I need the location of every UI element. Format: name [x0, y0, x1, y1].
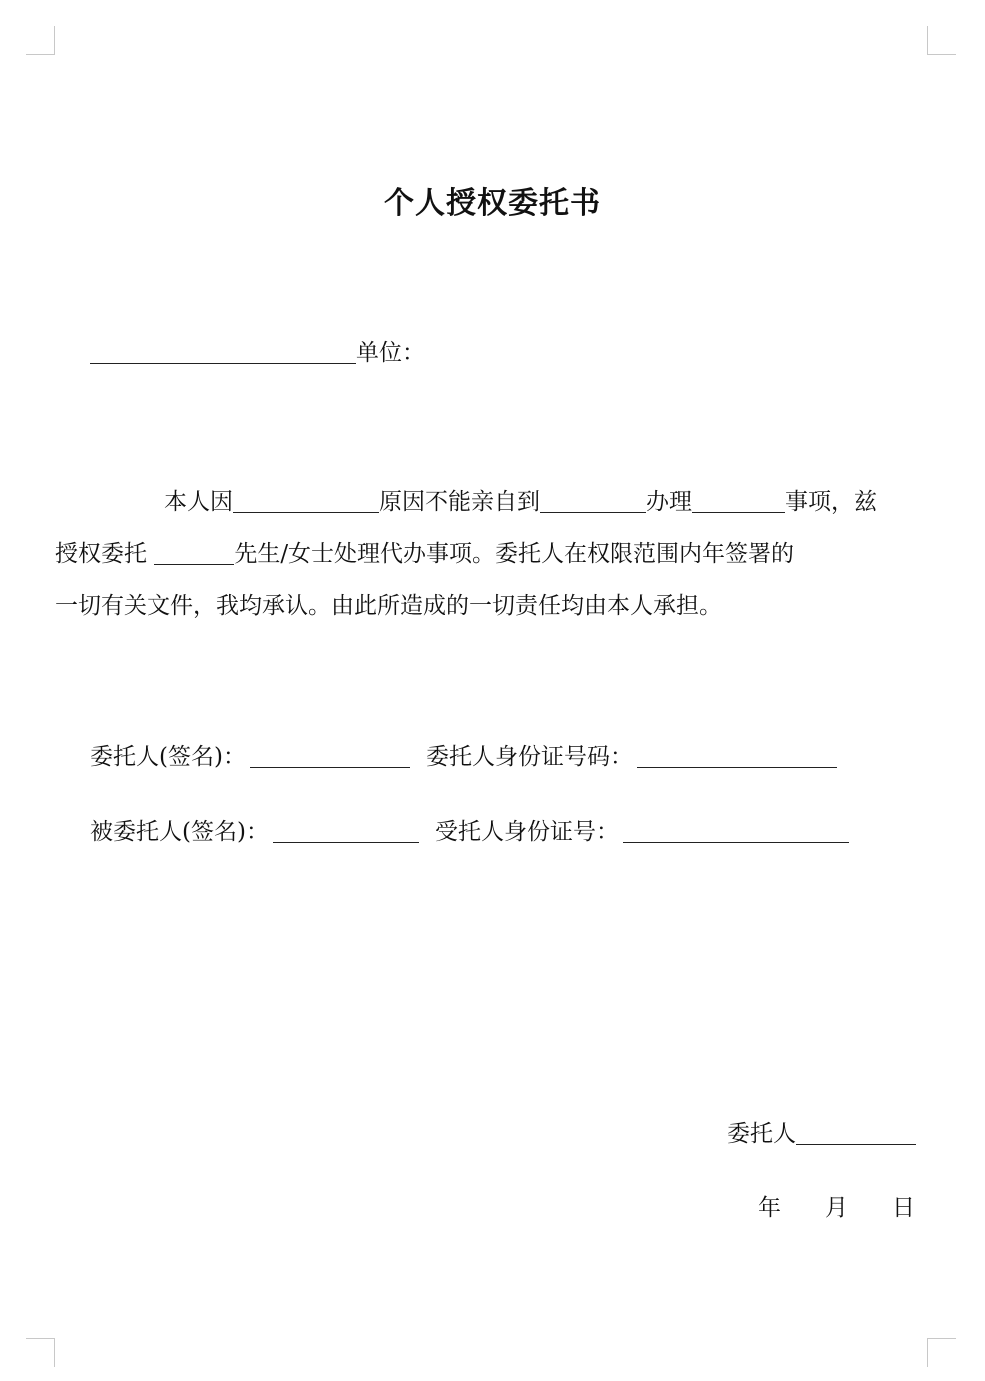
date-line	[758, 1193, 915, 1223]
paragraph-text: 先生/女士处理代办事项。委托人在权限范围内年签署的	[234, 541, 795, 567]
addressee-suffix: 单位：	[356, 340, 425, 366]
paragraph-line-3	[55, 591, 722, 621]
agent-id-blank[interactable]	[623, 818, 849, 843]
principal-sign-label: 委托人(签名)：	[90, 744, 246, 770]
crop-mark-bottom-left	[26, 1338, 55, 1367]
paragraph-text: 办理	[646, 489, 692, 515]
principal-fields-row	[90, 742, 837, 772]
addressee-line	[90, 338, 425, 368]
paragraph-text: 事项，兹	[785, 489, 877, 515]
paragraph-text: 本人因	[164, 489, 233, 515]
paragraph-line-2	[55, 539, 794, 569]
crop-mark-top-right	[927, 26, 956, 55]
signature-blank[interactable]	[796, 1120, 916, 1145]
signature-line	[727, 1119, 916, 1149]
matter-blank[interactable]	[692, 488, 785, 513]
location-blank[interactable]	[540, 488, 646, 513]
agent-sign-label: 被委托人(签名)：	[90, 819, 269, 845]
date-day-label: 日	[892, 1195, 915, 1221]
crop-mark-top-left	[26, 26, 55, 55]
document-title: 个人授权委托书	[384, 186, 601, 221]
reason-blank[interactable]	[233, 488, 379, 513]
crop-mark-bottom-right	[927, 1338, 956, 1367]
paragraph-text: 原因不能亲自到	[379, 489, 540, 515]
date-month-label: 月	[825, 1195, 848, 1221]
paragraph-text: 一切有关文件，我均承认。由此所造成的一切责任均由本人承担。	[55, 593, 722, 619]
paragraph-line-1	[164, 487, 877, 517]
agent-sign-blank[interactable]	[273, 818, 419, 843]
date-year-label: 年	[758, 1195, 781, 1221]
paragraph-text: 授权委托	[55, 541, 155, 567]
principal-sign-blank[interactable]	[250, 743, 410, 768]
principal-id-label: 委托人身份证号码：	[425, 744, 633, 770]
agent-id-label: 受托人身份证号：	[434, 819, 619, 845]
agent-name-blank[interactable]	[154, 540, 234, 565]
principal-id-blank[interactable]	[637, 743, 837, 768]
agent-fields-row	[90, 817, 849, 847]
addressee-blank[interactable]	[90, 339, 356, 364]
signature-principal-label: 委托人	[727, 1121, 796, 1147]
